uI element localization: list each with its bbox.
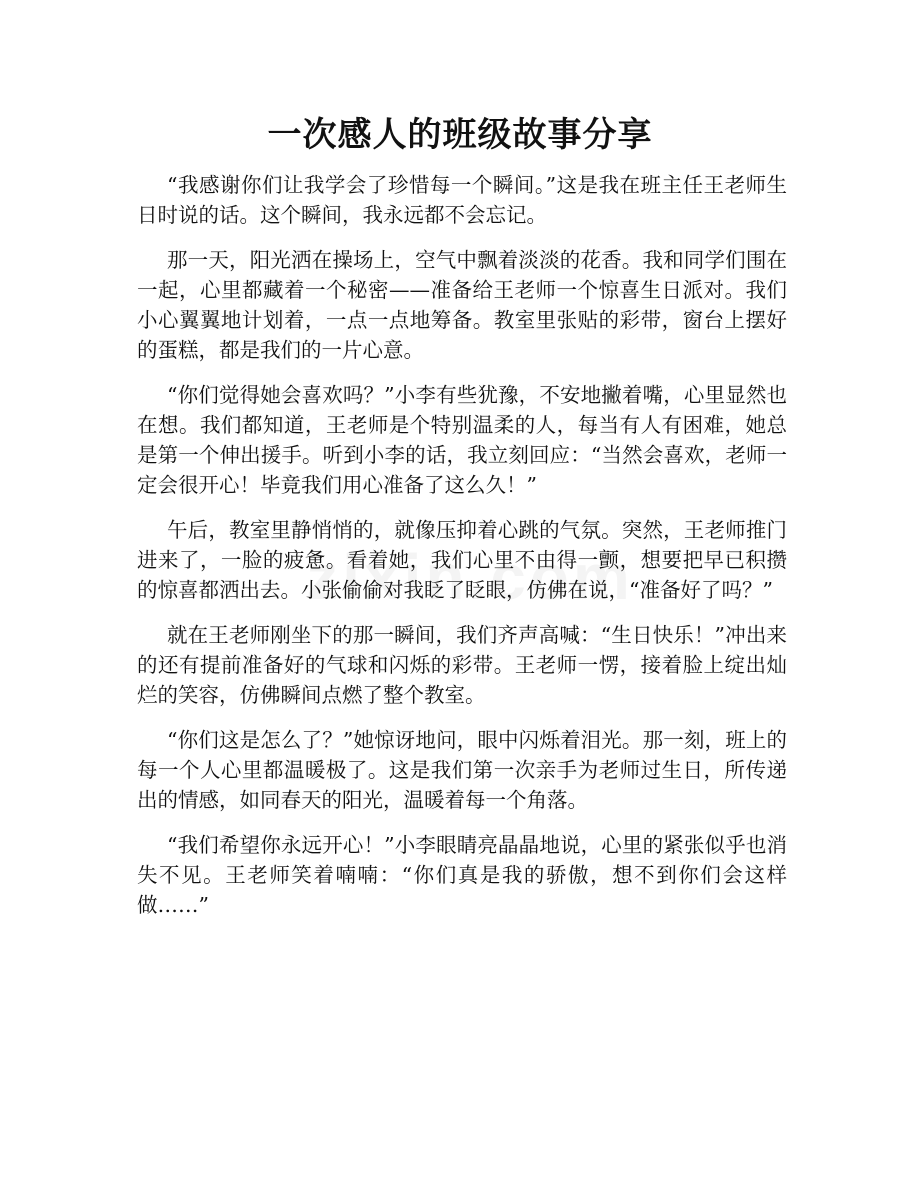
- document-body: [137, 170, 787, 935]
- paragraph-6: “你们这是怎么了？”她惊讶地问，眼中闪烁着泪光。那一刻，班上的每一个人心里都温暖极了。这是我们第一次亲手为老师过生日，所传递出的情感，如同春天的阳光，温暖着每一个角落。: [137, 728, 787, 812]
- paragraph-2: 那一天，阳光洒在操场上，空气中飘着淡淡的花香。我和同学们围在一起，心里都藏着一个秘密——准备给王老师一个惊喜生日派对。我们小心翼翼地计划着，一点一点地筹备。教室里张贴的彩带，窗台上摆好的蛋糕，都是我们的一片心意。: [137, 248, 787, 362]
- paragraph-4: 午后，教室里静悄悄的，就像压抑着心跳的气氛。突然，王老师推门进来了，一脸的疲惫。看着她，我们心里不由得一颤，想要把早已积攒的惊喜都洒出去。小张偷偷对我眨了眨眼，仿佛在说，“准备好了吗？”: [137, 518, 787, 602]
- paragraph-3: “你们觉得她会喜欢吗？”小李有些犹豫，不安地撇着嘴，心里显然也在想。我们都知道，王老师是个特别温柔的人，每当有人有困难，她总是第一个伸出援手。听到小李的话，我立刻回应：“当然会喜欢，老师一定会很开心！毕竟我们用心准备了这么久！”: [137, 383, 787, 497]
- paragraph-7: “我们希望你永远开心！”小李眼睛亮晶晶地说，心里的紧张似乎也消失不见。王老师笑着喃喃：“你们真是我的骄傲，想不到你们会这样做……”: [137, 833, 787, 917]
- paragraph-5: 就在王老师刚坐下的那一瞬间，我们齐声高喊：“生日快乐！”冲出来的还有提前准备好的气球和闪烁的彩带。王老师一愣，接着脸上绽出灿烂的笑容，仿佛瞬间点燃了整个教室。: [137, 623, 787, 707]
- paragraph-1: “我感谢你们让我学会了珍惜每一个瞬间。”这是我在班主任王老师生日时说的话。这个瞬间，我永远都不会忘记。: [137, 173, 787, 227]
- document-title: 一次感人的班级故事分享: [267, 115, 653, 155]
